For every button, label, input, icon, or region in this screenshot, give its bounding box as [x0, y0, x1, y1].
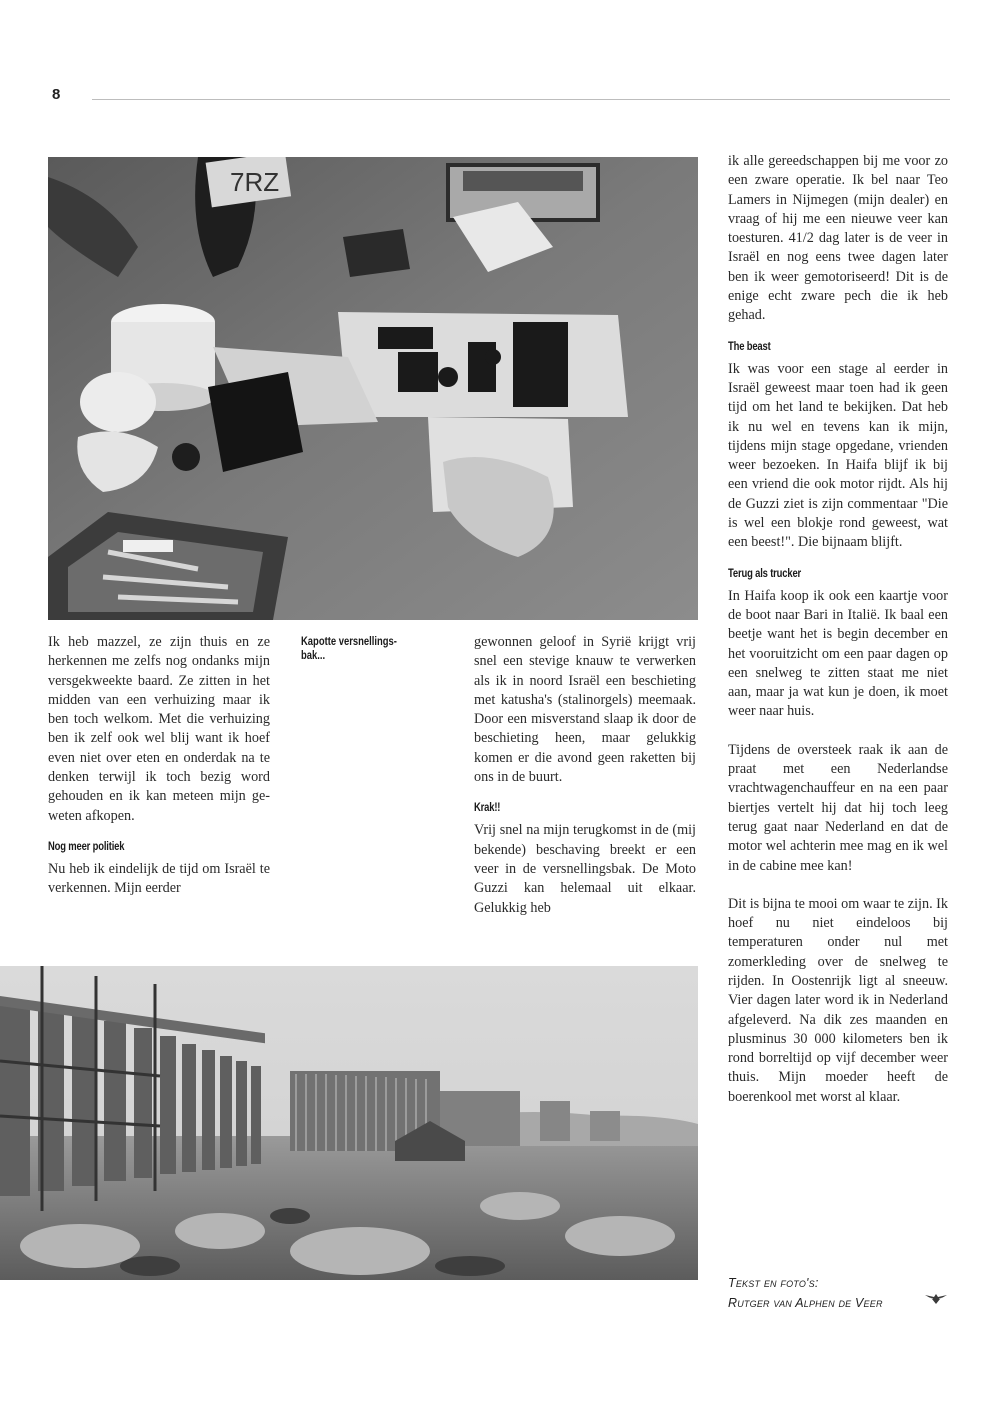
photo-caption — [301, 635, 441, 663]
photo-gearbox-parts — [48, 157, 698, 620]
winged-emblem-icon — [925, 1293, 947, 1305]
caption-line-2: bak... — [301, 650, 326, 662]
paragraph: ik alle gereedschappen bij me voor zo een zware operatie. Ik bel naar Teo Lamers in Nijmegen (mijn dealer) en vraag of hij me een nieuwe veer kan toesturen. 41/2 dag later is de veer in Israël en nog eens twee dagen later ben ik weer gemotoriseerd! Dit is de enige echt zware pech die ik heb gehad. — [728, 153, 948, 324]
subheading-trucker: Terug als trucker — [728, 567, 802, 580]
top-rule — [92, 99, 950, 100]
paragraph: Ik was voor een stage al eerder in Israël geweest maar toen had ik geen tijd om het land te bekijken. Dat heb ik nu wel en tevens kan ik mijn, tijdens mijn stage opgedane, vrienden weer bezoeken. In Haifa blijf ik bij een vriend die ook motor rijdt. Als hij de Guzzi ziet is zijn commentaar "Die is wel een blokje rond geweest, wat een beest!". Die bijnaam blijft. — [728, 360, 948, 551]
article-column-1 — [48, 633, 270, 899]
svg-text:7RZ: 7RZ — [230, 167, 280, 197]
article-column-2 — [474, 633, 696, 918]
subheading-beast: The beast — [728, 340, 771, 353]
paragraph: gewonnen geloof in Syrië krijgt vrij snel een stevige knauw te verwerken als ik in noord Israël een beschieting met katusha's (stalinorgels) meemaak. Door een misverstand slaap ik door de beschieting heen, maar gelukkig komen er die avond geen raketten bij ons in de buurt. — [474, 634, 696, 786]
photo-colonnade-ruins — [0, 966, 698, 1280]
credits-label: Tekst en foto's: — [728, 1276, 819, 1290]
photo-gearbox-parts-graphic — [48, 157, 698, 620]
article-credits — [728, 1273, 958, 1313]
article-column-3 — [728, 152, 948, 1107]
photo-colonnade-ruins-graphic — [0, 966, 698, 1280]
subheading-politiek: Nog meer politiek — [48, 840, 125, 853]
paragraph: Vrij snel na mijn terugkomst in de (mij bekende) beschaving breekt er een veer in de versnellingsbak. De Moto Guzzi kan helemaal uit elkaar. Gelukkig heb — [474, 822, 696, 916]
paragraph: Tijdens de oversteek raak ik aan de praat met een Nederlandse vrachtwagenchauffeur en na een paar biertjes vertelt hij dat hij toch leeg terug gaat naar Nederland en dat de motor wel achterin mee mag en ik wel in de cabine mee kan! — [728, 741, 948, 874]
paragraph: In Haifa koop ik ook een kaartje voor de boot naar Bari in Italië. Ik baal een beetje want het is begin december en het vooruitzicht om een paar dagen op een snelweg te zitten staat me niet aan, maar ja wat kun je doen, ik moet weer naar huis. — [728, 587, 948, 720]
subheading-krak: Krak!! — [474, 802, 501, 815]
paragraph: Nu heb ik eindelijk de tijd om Israël te verkennen. Mijn eerder — [48, 860, 270, 897]
paragraph: Ik heb mazzel, ze zijn thuis en ze herkennen me zelfs nog ondanks mijn versgekweekte baard. Ze zitten in het midden van een verhuizing maar ik ben toch welkom. Met die verhuizing ben ik zelf ook wel blij want ik hoef even niet over eten en onderdak na te denken terwijl ik toch bezig word gehouden en ik kan meteen mijn geweten afkopen. — [48, 634, 270, 824]
page-number: 8 — [52, 86, 61, 103]
credits-author: Rutger van Alphen de Veer — [728, 1296, 883, 1310]
caption-line-1: Kapotte versnellings- — [301, 636, 397, 648]
paragraph: Dit is bijna te mooi om waar te zijn. Ik hoef nu niet eindeloos bij temperaturen onder nul met zomerkleding over de snelweg te rijden. In Oostenrijk ligt al sneeuw. Vier dagen later word ik in Nederland afgeleverd. Na dik zes maanden en plusminus 30 000 kilometers ben ik rond borreltijd op vijf december weer thuis. Mijn moeder heeft de boerenkool met worst al klaar. — [728, 895, 948, 1105]
